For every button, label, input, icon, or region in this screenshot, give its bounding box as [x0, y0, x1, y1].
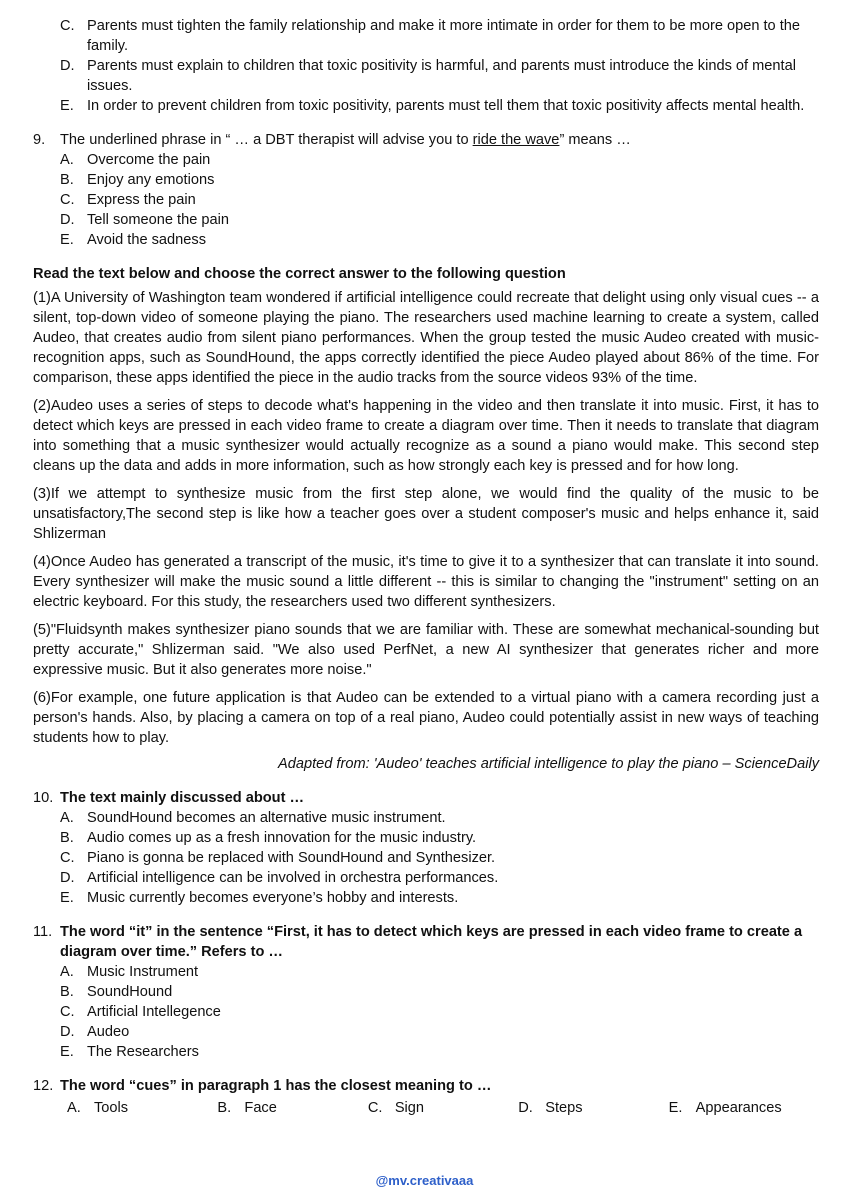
option-item: E. Avoid the sadness	[60, 232, 206, 248]
option-item: E. The Researchers	[60, 1044, 199, 1060]
question-number: 10.	[33, 790, 54, 806]
passage-paragraph: (6)For example, one future application is that Audeo can be extended to a virtual piano with a camera recording just a person's hands. Also, by placing a camera on top of a real piano, Audeo could potentially assist in new ways of teaching students how to play.	[33, 690, 819, 746]
option-item: D. Tell someone the pain	[60, 212, 229, 228]
option-item: E. Appearances	[668, 1100, 782, 1116]
passage-paragraph: (5)"Fluidsynth makes synthesizer piano sounds that we are familiar with. These are somewhat mechanical-sounding but pretty accurate," Shlizerman said. "We also used PerfNet, a new AI synthesizer that generates richer and more expressive music. But it also generates more noise."	[33, 622, 819, 678]
question-text: The word “it” in the sentence “First, it has to detect which keys are pressed in each video frame to create a diagram over time.” Refers to …	[60, 924, 803, 960]
question-number: 12.	[33, 1078, 54, 1094]
source-citation: Adapted from: 'Audeo' teaches artificial intelligence to play the piano – ScienceDaily	[278, 756, 819, 772]
question-12	[33, 1076, 819, 1096]
option-item: C. Artificial Intellegence	[60, 1004, 221, 1020]
option-item: D. Parents must explain to children that toxic positivity is harmful, and parents must introduce the kinds of mental issues.	[60, 58, 796, 94]
question-text: The underlined phrase in “ … a DBT therapist will advise you to ride the wave” means …	[60, 132, 631, 148]
option-item: D. Audeo	[60, 1024, 130, 1040]
option-item: E. Music currently becomes everyone’s hobby and interests.	[60, 890, 459, 906]
question-10	[33, 788, 819, 808]
question-text: The word “cues” in paragraph 1 has the closest meaning to …	[60, 1078, 492, 1094]
passage-paragraph: (1)A University of Washington team wondered if artificial intelligence could recreate that delight using only visual cues -- a silent, top-down video of someone playing the piano. The researchers used machine learning to create a system, called Audeo, that creates audio from silent piano performances. When the group tested the music Audeo created with music-recognition apps, such as SoundHound, the apps correctly identified the piece Audeo played about 86% of the time. For comparison, these apps identified the piece in the audio tracks from the source videos 93% of the time.	[33, 290, 819, 386]
q8-options	[33, 16, 819, 116]
question-number: 11.	[33, 924, 53, 940]
question-11	[33, 922, 819, 962]
passage-paragraph: (2)Audeo uses a series of steps to decode what's happening in the video and then translate it into music. First, it has to detect which keys are pressed in each video frame to create a diagram over time. Then it needs to translate that diagram into something that a music synthesizer would actually recognize as a sound a piano would make. This second step cleans up the data and adds in more information, such as how strongly each key is pressed and for how long.	[33, 398, 819, 474]
question-number: 9.	[33, 132, 46, 148]
option-item: D. Steps	[518, 1100, 583, 1116]
question-9	[33, 130, 819, 150]
footer-handle: @mv.creativaaa	[375, 1173, 474, 1188]
passage-paragraph: (4)Once Audeo has generated a transcript of the music, it's time to give it to a synthesizer that can translate it into sound. Every synthesizer will make the music sound a little different -- this is similar to changing the "instrument" setting on an electric keyboard. For this study, the researchers used two different synthesizers.	[33, 554, 819, 610]
reading-instruction: Read the text below and choose the correct answer to the following question	[33, 266, 566, 282]
option-item: C. Sign	[367, 1100, 425, 1116]
reading-passage	[33, 288, 819, 748]
option-item: A. Overcome the pain	[60, 152, 211, 168]
option-item: E. In order to prevent children from toxic positivity, parents must tell them that toxic positivity affects mental health.	[60, 98, 805, 114]
option-item: A. SoundHound becomes an alternative music instrument.	[60, 810, 446, 826]
option-item: A. Tools	[67, 1100, 129, 1116]
option-item: A. Music Instrument	[60, 964, 199, 980]
option-item: B. Audio comes up as a fresh innovation for the music industry.	[60, 830, 477, 846]
q9-options	[33, 150, 819, 250]
option-item: C. Express the pain	[60, 192, 196, 208]
passage-paragraph: (3)If we attempt to synthesize music from the first step alone, we would find the quality of the music to be unsatisfactory,The second step is like how a teacher goes over a student composer's music and helps enhance it, said Shlizerman	[33, 486, 819, 542]
question-text: The text mainly discussed about …	[60, 790, 305, 806]
option-item: D. Artificial intelligence can be involved in orchestra performances.	[60, 870, 499, 886]
q10-options	[33, 808, 819, 908]
option-item: C. Piano is gonna be replaced with SoundHound and Synthesizer.	[60, 850, 496, 866]
option-item: B. Enjoy any emotions	[60, 172, 215, 188]
q12-options	[67, 1098, 819, 1118]
option-item: C. Parents must tighten the family relationship and make it more intimate in order for them to be more open to the family.	[60, 18, 801, 54]
underlined-phrase: ride the wave	[472, 132, 560, 148]
q11-options	[33, 962, 819, 1062]
option-item: B. Face	[217, 1100, 277, 1116]
option-item: B. SoundHound	[60, 984, 173, 1000]
